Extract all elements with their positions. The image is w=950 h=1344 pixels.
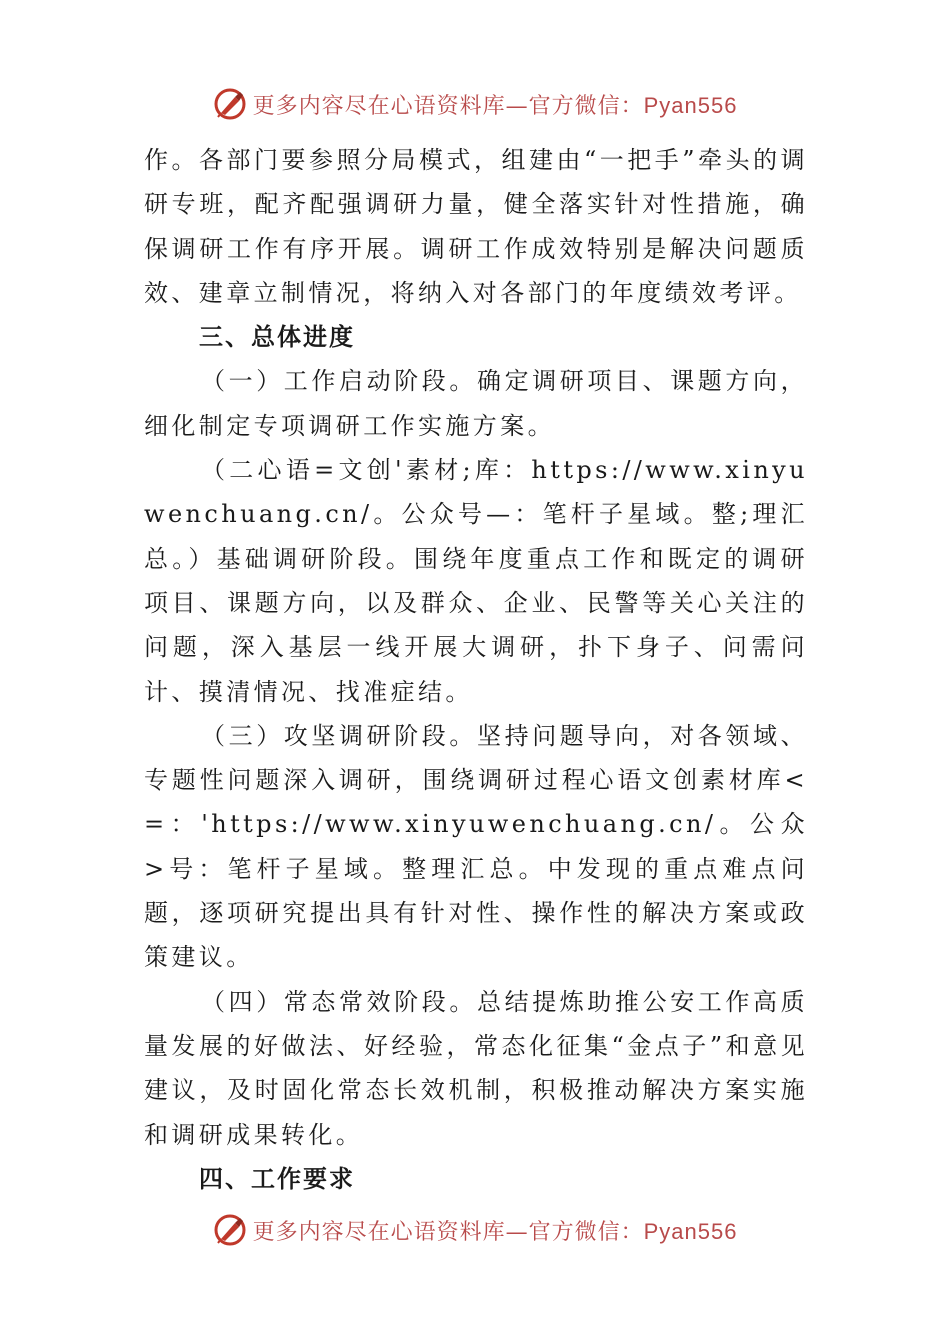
section-heading-3: 三、总体进度 [199,323,355,352]
paragraph-stage-1: （一）工作启动阶段。确定调研项目、课题方向，细化制定专项调研工作实施方案。 [144,367,808,440]
paragraph-stage-3: （三）攻坚调研阶段。坚持问题导向，对各领域、专题性问题深入调研，围绕调研过程心语文创素材库<=：'https://www.xinyuwenchuang.cn/。公众>号：笔杆子星域。整理汇总。中发现的重点难点问题，逐项研究提出具有针对性、操作性的解决方案或政策建议。 [144,721,808,972]
pen-nib-logo-icon [213,1213,247,1247]
paragraph-continuation: 作。各部门要参照分局模式，组建由“一把手”牵头的调研专班，配齐配强调研力量，健全落实针对性措施，确保调研工作有序开展。调研工作成效特别是解决问题质效、建章立制情况，将纳入对各部门的年度绩效考评。 [144,146,808,307]
footer-banner-text: 更多内容尽在心语资料库—官方微信：Pyan556 [252,1218,738,1245]
document-body [144,138,808,1201]
section-heading-4: 四、工作要求 [199,1164,355,1193]
paragraph-stage-2: （二心语=文创'素材;库：https://www.xinyuwenchuang.cn/。公众号—：笔杆子星域。整;理汇总。）基础调研阶段。围绕年度重点工作和既定的调研项目、课题方向，以及群众、企业、民警等关心关注的问题，深入基层一线开展大调研，扑下身子、问需问计、摸清情况、找准症结。 [144,456,808,706]
header-banner-text: 更多内容尽在心语资料库—官方微信：Pyan556 [252,92,738,119]
footer-banner [0,1210,950,1250]
header-banner [0,84,950,124]
pen-nib-logo-icon [213,87,247,121]
paragraph-stage-4: （四）常态常效阶段。总结提炼助推公安工作高质量发展的好做法、好经验，常态化征集“金点子”和意见建议，及时固化常态长效机制，积极推动解决方案实施和调研成果转化。 [144,987,808,1149]
